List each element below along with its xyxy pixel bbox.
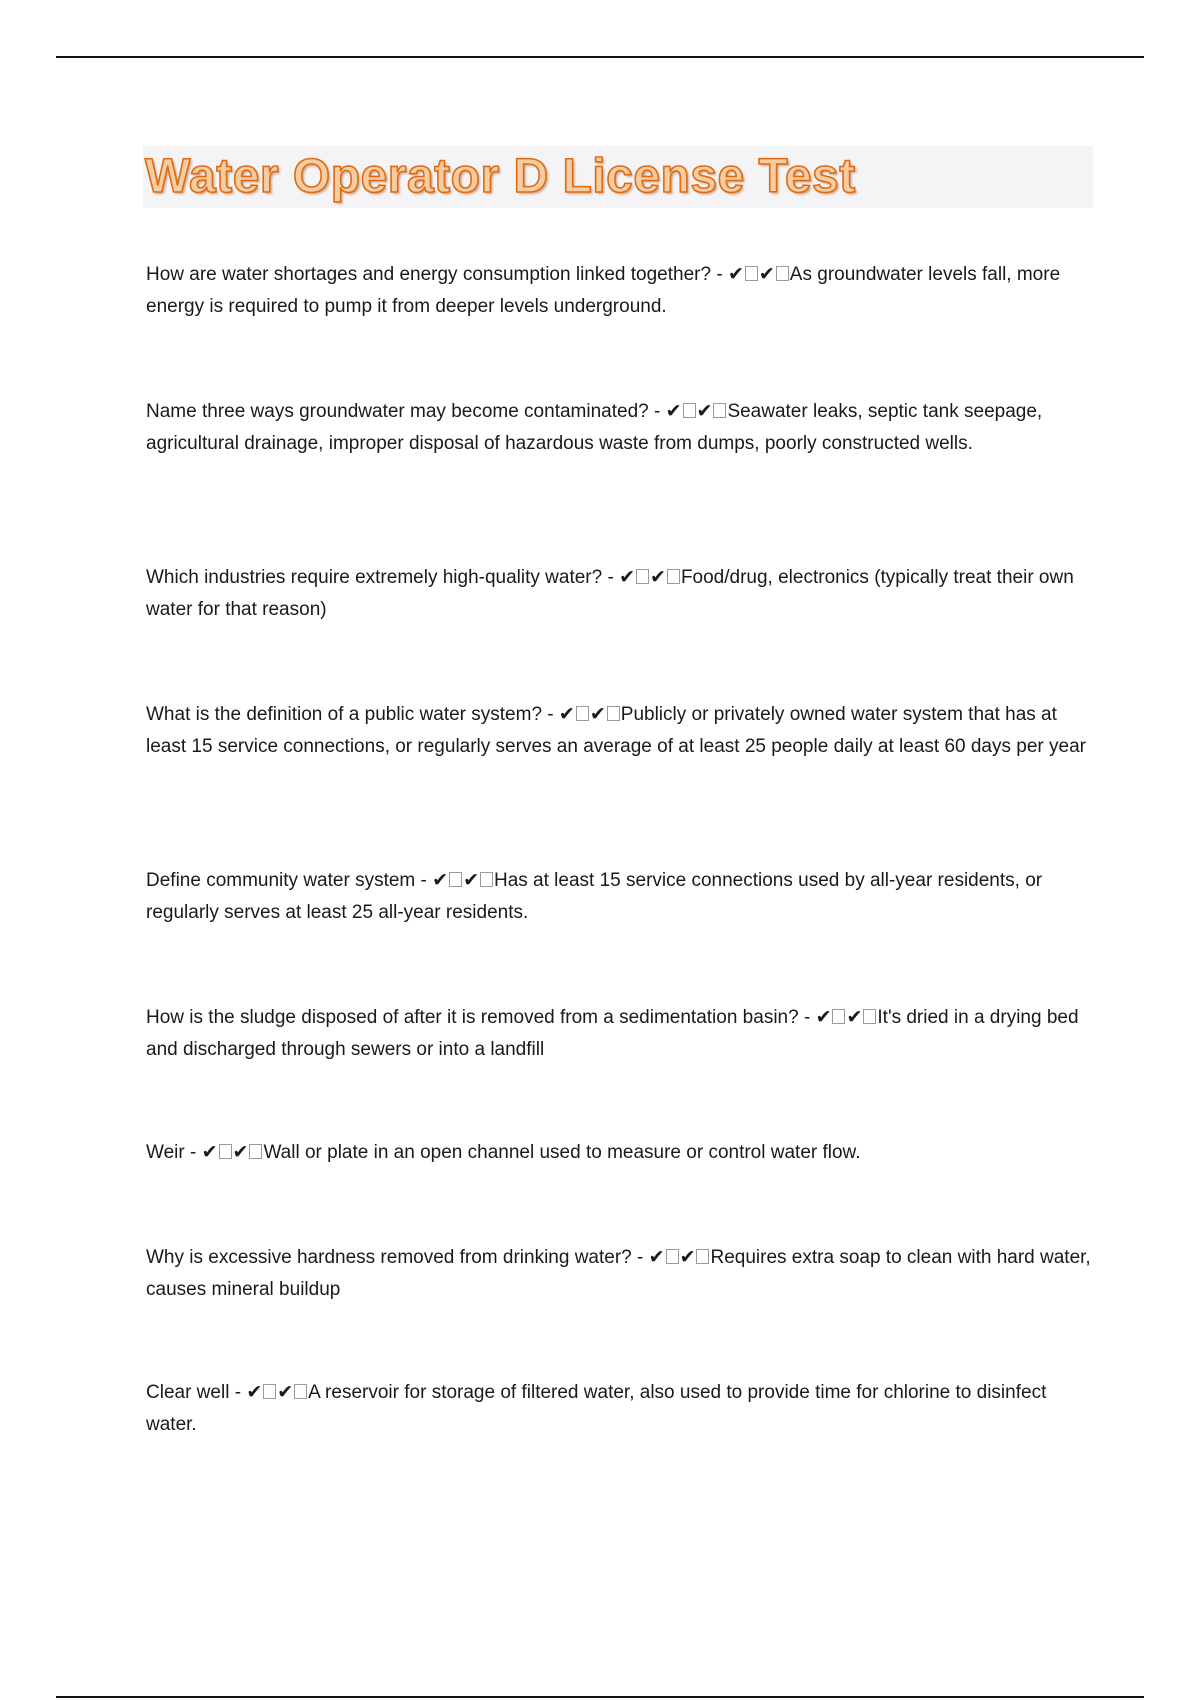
check-icon: ✔ <box>246 1381 263 1403</box>
answer-text: Seawater leaks, septic tank seepage, agricultural drainage, improper disposal of hazardous waste from dumps, poorly constructed wells. <box>146 401 1043 454</box>
missing-glyph-box <box>666 1249 679 1264</box>
answer-text: As groundwater levels fall, more energy is required to pump it from deeper levels underground. <box>146 264 1061 317</box>
qa-item-2 <box>146 395 1096 460</box>
qa-item-8 <box>146 1241 1096 1306</box>
check-icon: ✔ <box>650 566 666 588</box>
qa-item-6 <box>146 1001 1096 1066</box>
answer-text: Requires extra soap to clean with hard water, causes mineral buildup <box>146 1247 1091 1300</box>
answer-text: Has at least 15 service connections used by all-year residents, or regularly serves at least 25 all-year residents. <box>146 870 1043 923</box>
check-icon: ✔ <box>727 263 744 285</box>
check-icon: ✔ <box>463 869 479 891</box>
missing-glyph-box <box>745 266 758 281</box>
answer-text: Wall or plate in an open channel used to measure or control water flow. <box>263 1142 861 1163</box>
missing-glyph-box <box>576 706 589 721</box>
missing-glyph-box <box>776 266 789 281</box>
qa-item-1 <box>146 258 1096 323</box>
check-icon: ✔ <box>432 869 449 891</box>
question-text: How is the sludge disposed of after it is removed from a sedimentation basin? - <box>146 1007 816 1028</box>
qa-item-7 <box>146 1136 1096 1169</box>
missing-glyph-box <box>449 872 462 887</box>
missing-glyph-box <box>863 1009 876 1024</box>
missing-glyph-box <box>607 706 620 721</box>
check-icon: ✔ <box>589 703 606 725</box>
check-icon: ✔ <box>232 1141 249 1163</box>
qa-item-4 <box>146 698 1096 763</box>
question-text: Weir - <box>146 1142 202 1163</box>
answer-text: A reservoir for storage of filtered water, also used to provide time for chlorine to disinfect water. <box>146 1382 1047 1435</box>
answer-text: Publicly or privately owned water system that has at least 15 service connections, or regularly serves an average of at least 25 people daily at least 60 days per year <box>146 704 1086 757</box>
missing-glyph-box <box>636 569 649 584</box>
answer-text: Food/drug, electronics (typically treat their own water for that reason) <box>146 567 1074 620</box>
check-icon: ✔ <box>815 1006 832 1028</box>
missing-glyph-box <box>667 569 680 584</box>
missing-glyph-box <box>294 1384 307 1399</box>
missing-glyph-box <box>683 403 696 418</box>
check-icon: ✔ <box>679 1246 696 1268</box>
qa-item-3 <box>146 561 1096 626</box>
question-text: What is the definition of a public water system? - <box>146 704 559 725</box>
answer-text: It's dried in a drying bed and discharged through sewers or into a landfill <box>146 1007 1079 1060</box>
question-text: Name three ways groundwater may become contaminated? - <box>146 401 666 422</box>
missing-glyph-box <box>219 1144 232 1159</box>
check-icon: ✔ <box>665 400 682 422</box>
question-text: Which industries require extremely high-quality water? - <box>146 567 620 588</box>
header-rule <box>56 56 1144 58</box>
missing-glyph-box <box>713 403 726 418</box>
check-icon: ✔ <box>558 703 575 725</box>
check-icon: ✔ <box>277 1381 294 1403</box>
check-icon: ✔ <box>619 566 636 588</box>
check-icon: ✔ <box>648 1246 665 1268</box>
qa-item-9 <box>146 1376 1096 1441</box>
missing-glyph-box <box>480 872 493 887</box>
question-text: Define community water system - <box>146 870 433 891</box>
missing-glyph-box <box>249 1144 262 1159</box>
check-icon: ✔ <box>696 400 713 422</box>
missing-glyph-box <box>263 1384 276 1399</box>
question-text: How are water shortages and energy consumption linked together? - <box>146 264 728 285</box>
footer-rule <box>56 1696 1144 1698</box>
missing-glyph-box <box>832 1009 845 1024</box>
missing-glyph-box <box>696 1249 709 1264</box>
check-icon: ✔ <box>846 1006 863 1028</box>
question-text: Why is excessive hardness removed from drinking water? - <box>146 1247 649 1268</box>
question-text: Clear well - <box>146 1382 247 1403</box>
document-title: Water Operator D License Test <box>145 150 856 203</box>
qa-item-5 <box>146 864 1096 929</box>
check-icon: ✔ <box>201 1141 218 1163</box>
check-icon: ✔ <box>758 263 775 285</box>
